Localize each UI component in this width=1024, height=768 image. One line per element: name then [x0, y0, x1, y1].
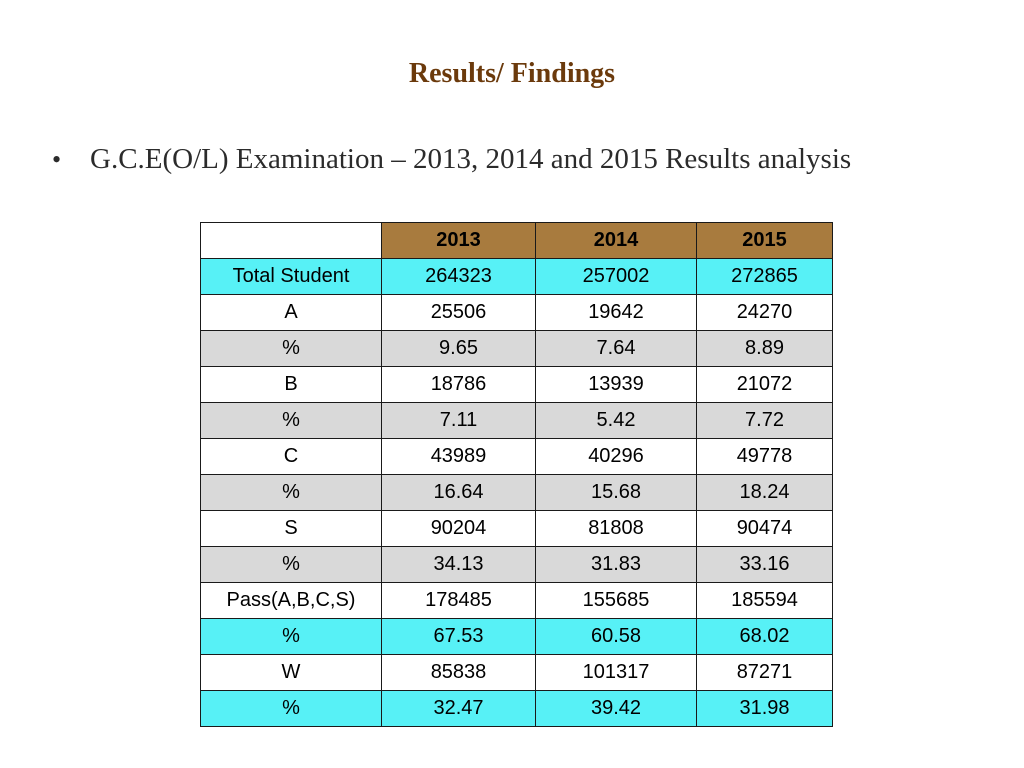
table-row-grade-b-percent [201, 403, 833, 439]
table-row-grade-b [201, 367, 833, 403]
cell-2014: 5.42 [536, 403, 697, 439]
cell-2015: 18.24 [697, 475, 833, 511]
row-label: A [201, 295, 382, 331]
cell-2013: 25506 [382, 295, 536, 331]
cell-2014: 39.42 [536, 691, 697, 727]
cell-2015: 272865 [697, 259, 833, 295]
row-label: Pass(A,B,C,S) [201, 583, 382, 619]
cell-2014: 81808 [536, 511, 697, 547]
table-row-pass [201, 583, 833, 619]
cell-2013: 7.11 [382, 403, 536, 439]
cell-2013: 32.47 [382, 691, 536, 727]
cell-2015: 87271 [697, 655, 833, 691]
row-label: C [201, 439, 382, 475]
table-row-total-student [201, 259, 833, 295]
results-table [200, 222, 833, 727]
table-row-grade-a-percent [201, 331, 833, 367]
header-corner-cell [201, 223, 382, 259]
cell-2015: 68.02 [697, 619, 833, 655]
cell-2014: 155685 [536, 583, 697, 619]
header-2015: 2015 [697, 223, 833, 259]
cell-2014: 40296 [536, 439, 697, 475]
cell-2015: 21072 [697, 367, 833, 403]
cell-2014: 101317 [536, 655, 697, 691]
cell-2013: 85838 [382, 655, 536, 691]
cell-2013: 34.13 [382, 547, 536, 583]
cell-2013: 9.65 [382, 331, 536, 367]
row-label: % [201, 619, 382, 655]
cell-2015: 31.98 [697, 691, 833, 727]
table-row-grade-s-percent [201, 547, 833, 583]
cell-2014: 31.83 [536, 547, 697, 583]
cell-2015: 7.72 [697, 403, 833, 439]
cell-2014: 19642 [536, 295, 697, 331]
table-row-grade-a [201, 295, 833, 331]
cell-2013: 178485 [382, 583, 536, 619]
cell-2015: 49778 [697, 439, 833, 475]
cell-2015: 90474 [697, 511, 833, 547]
cell-2015: 185594 [697, 583, 833, 619]
cell-2014: 60.58 [536, 619, 697, 655]
row-label: % [201, 691, 382, 727]
cell-2013: 43989 [382, 439, 536, 475]
table-row-grade-w [201, 655, 833, 691]
row-label: S [201, 511, 382, 547]
row-label: W [201, 655, 382, 691]
bullet-item [52, 143, 1012, 176]
cell-2013: 264323 [382, 259, 536, 295]
bullet-text: G.C.E(O/L) Examination – 2013, 2014 and 2015 Results analysis [90, 143, 852, 175]
row-label: % [201, 331, 382, 367]
cell-2015: 24270 [697, 295, 833, 331]
header-2014: 2014 [536, 223, 697, 259]
table-row-grade-c-percent [201, 475, 833, 511]
row-label: % [201, 403, 382, 439]
table-header-row [201, 223, 833, 259]
bullet-dot: • [52, 145, 62, 174]
row-label: % [201, 547, 382, 583]
cell-2014: 13939 [536, 367, 697, 403]
table-row-pass-percent [201, 619, 833, 655]
cell-2015: 33.16 [697, 547, 833, 583]
cell-2014: 7.64 [536, 331, 697, 367]
cell-2014: 15.68 [536, 475, 697, 511]
cell-2013: 18786 [382, 367, 536, 403]
row-label: Total Student [201, 259, 382, 295]
row-label: % [201, 475, 382, 511]
cell-2013: 67.53 [382, 619, 536, 655]
cell-2013: 16.64 [382, 475, 536, 511]
slide-title: Results/ Findings [408, 58, 616, 89]
table-row-grade-c [201, 439, 833, 475]
table-row-grade-w-percent [201, 691, 833, 727]
cell-2015: 8.89 [697, 331, 833, 367]
cell-2013: 90204 [382, 511, 536, 547]
cell-2014: 257002 [536, 259, 697, 295]
row-label: B [201, 367, 382, 403]
header-2013: 2013 [382, 223, 536, 259]
table-row-grade-s [201, 511, 833, 547]
